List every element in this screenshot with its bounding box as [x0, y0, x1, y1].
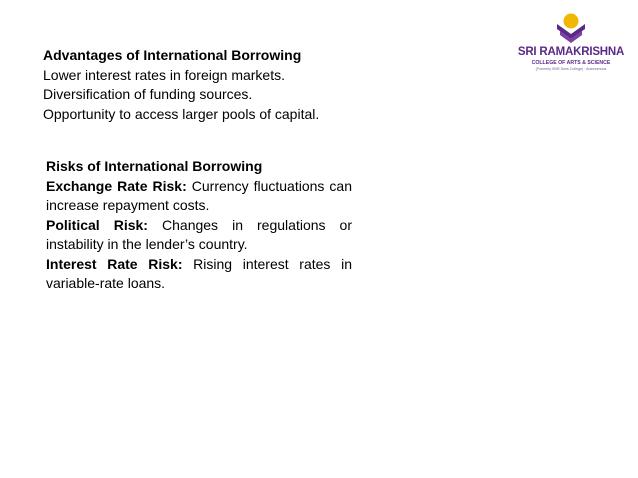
- risks-section: [46, 157, 352, 294]
- risk-item: [46, 255, 352, 294]
- advantage-item: Lower interest rates in foreign markets.: [43, 66, 285, 83]
- advantages-section: [43, 46, 363, 124]
- advantages-heading: Advantages of International Borrowing: [43, 47, 302, 63]
- college-name: SRI RAMAKRISHNA: [517, 46, 625, 58]
- advantage-item: Diversification of funding sources.: [43, 86, 253, 102]
- college-subtitle: COLLEGE OF ARTS & SCIENCE: [531, 60, 611, 66]
- college-emblem-icon: [554, 12, 588, 46]
- college-logo: [516, 12, 626, 70]
- risks-heading: Risks of International Borrowing: [46, 158, 263, 174]
- risk-description: Currency fluctuations can increase repayment costs.: [46, 177, 353, 213]
- risk-item: [46, 216, 352, 255]
- risk-description: Rising interest rates in variable-rate loans.: [46, 255, 352, 291]
- college-tagline: (Formerly SNR Sons College) · Autonomous: [535, 67, 607, 71]
- risk-term: Political Risk:: [46, 216, 148, 233]
- risk-term: Interest Rate Risk:: [46, 255, 183, 272]
- risk-term: Exchange Rate Risk:: [46, 177, 187, 194]
- risk-description: Changes in regulations or instability in the lender’s country.: [46, 216, 353, 252]
- advantage-item: Opportunity to access larger pools of capital.: [43, 105, 320, 122]
- risk-item: [46, 177, 352, 216]
